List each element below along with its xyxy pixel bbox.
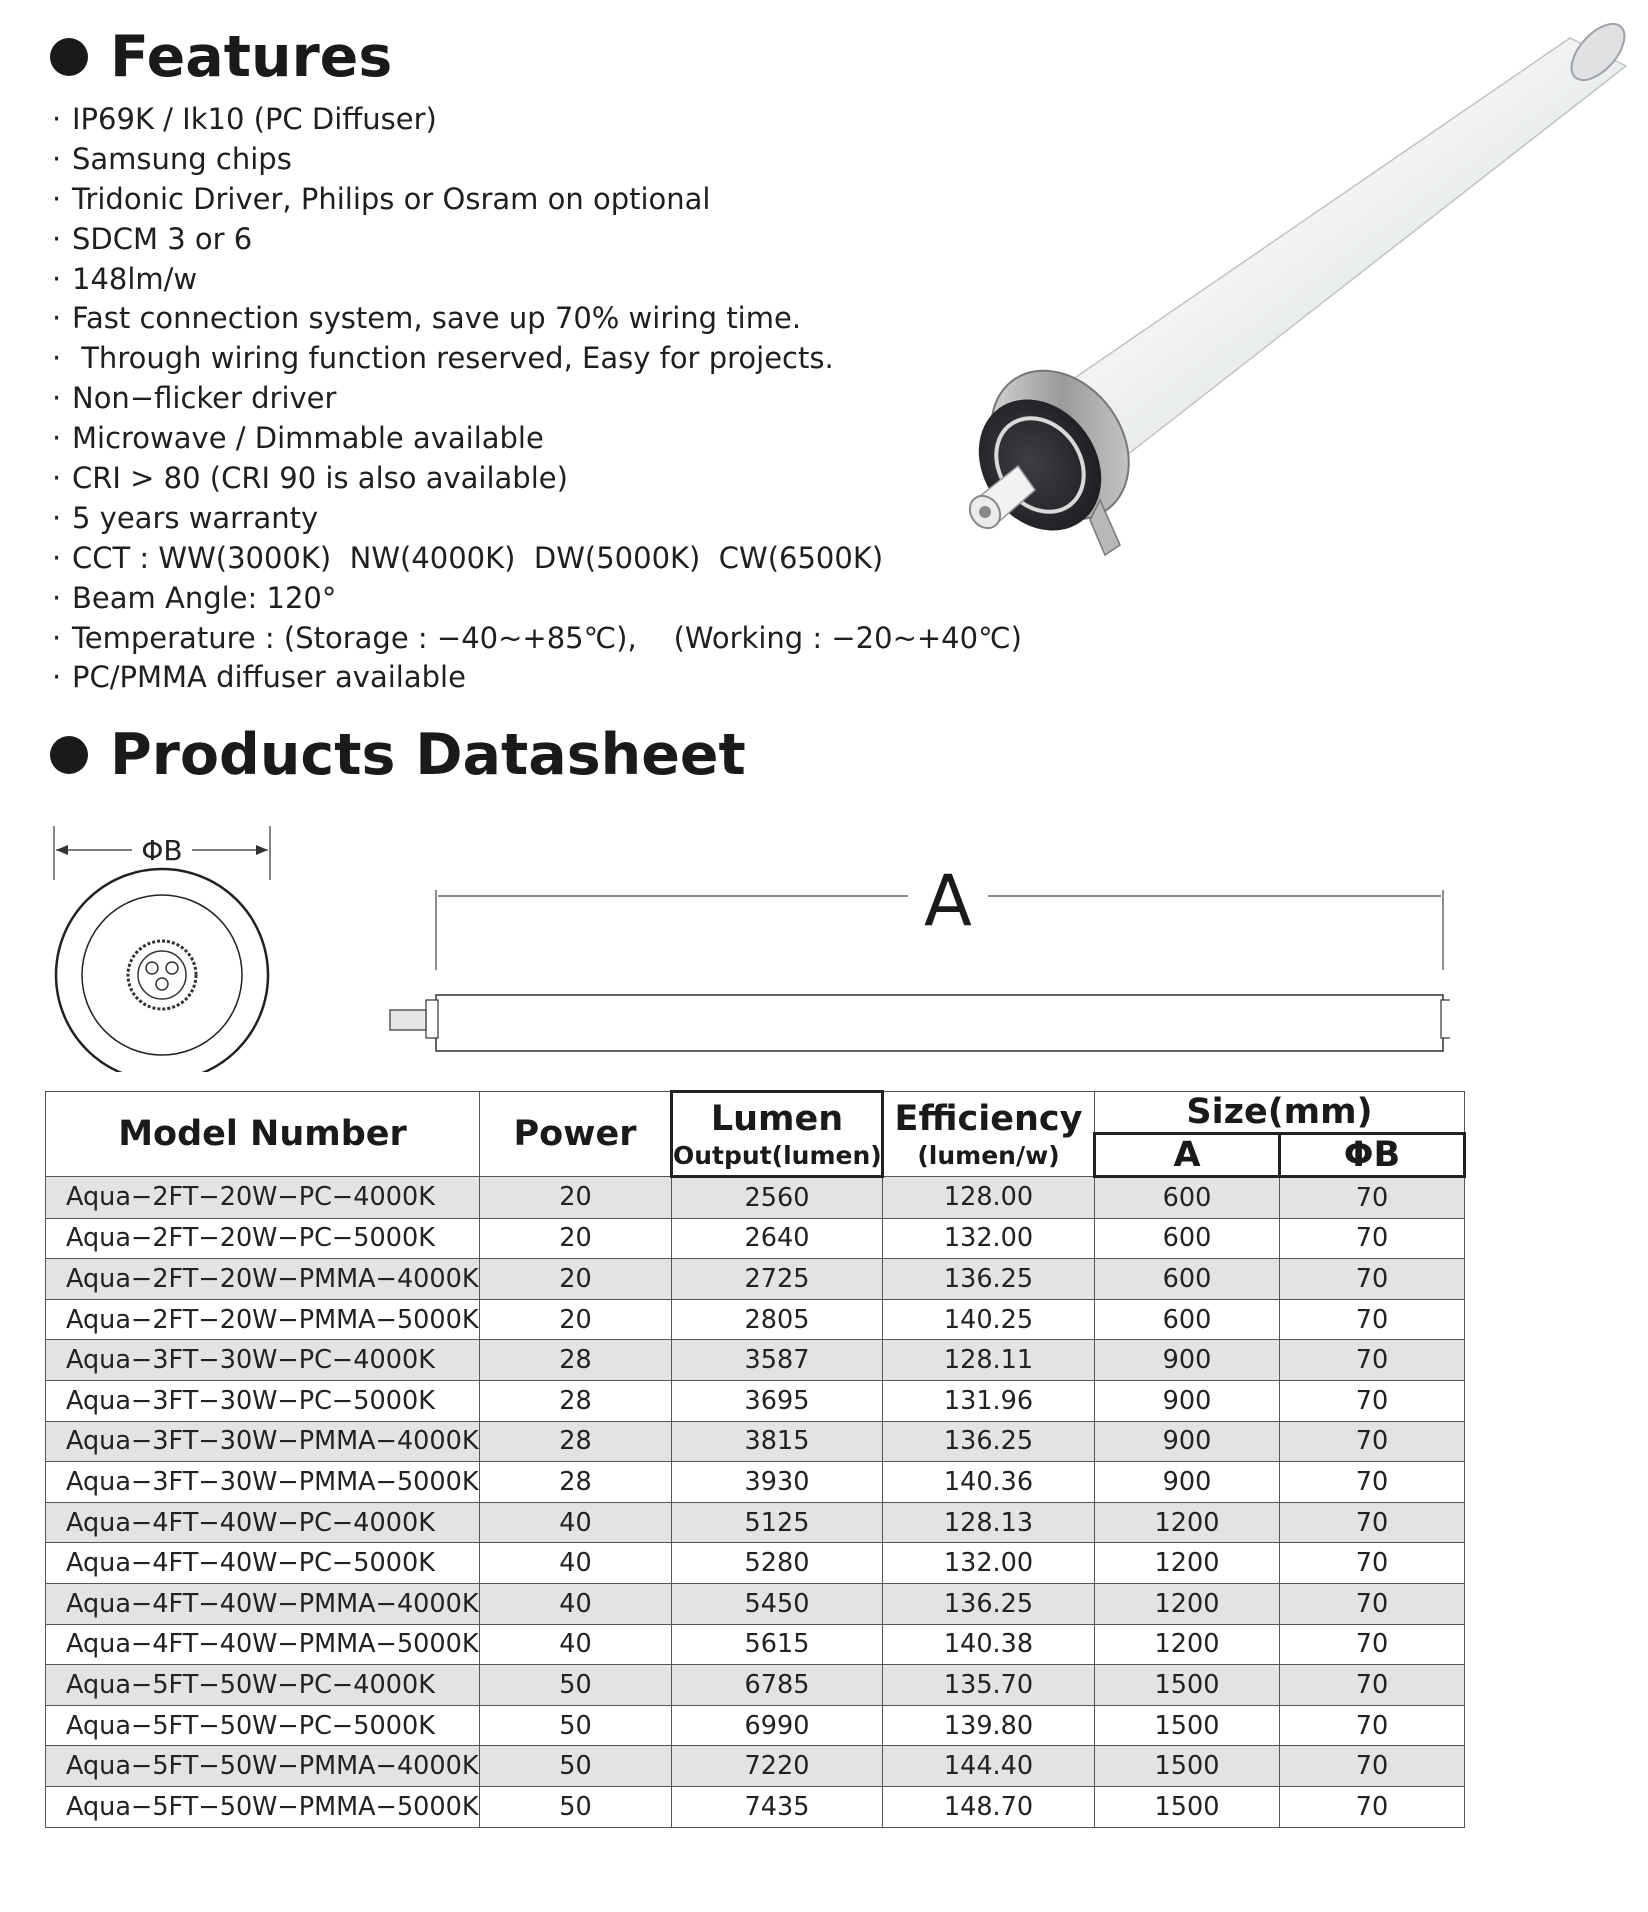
header-size-b: ΦB [1280, 1134, 1465, 1177]
table-row [46, 1746, 1465, 1787]
header-lumen-title: Lumen [710, 1098, 844, 1139]
cell-lumen: 2560 [672, 1177, 883, 1219]
feature-text: Temperature : (Storage : −40~+85℃), (Working : −20~+40℃) [72, 620, 1022, 655]
table-row [46, 1665, 1465, 1706]
bullet-dot-icon: · [52, 261, 62, 296]
feature-item [52, 619, 1022, 659]
length-label: A [924, 860, 972, 942]
cell-size-a: 1200 [1095, 1502, 1280, 1543]
cell-efficiency: 136.25 [883, 1583, 1095, 1624]
cell-size-b: 70 [1280, 1259, 1465, 1300]
filled-circle-icon [50, 736, 88, 774]
feature-text: 5 years warranty [72, 500, 319, 535]
cell-power: 20 [480, 1218, 672, 1259]
header-efficiency [883, 1092, 1095, 1177]
cell-size-b: 70 [1280, 1705, 1465, 1746]
cell-model: Aqua−3FT−30W−PC−4000K [46, 1340, 480, 1381]
cell-lumen: 7220 [672, 1746, 883, 1787]
cell-model: Aqua−3FT−30W−PMMA−5000K [46, 1462, 480, 1503]
cell-power: 40 [480, 1543, 672, 1584]
bullet-dot-icon: · [52, 580, 62, 615]
cell-lumen: 2805 [672, 1299, 883, 1340]
cell-size-b: 70 [1280, 1543, 1465, 1584]
header-efficiency-title: Efficiency [894, 1098, 1083, 1139]
cell-size-a: 600 [1095, 1259, 1280, 1300]
table-row [46, 1624, 1465, 1665]
cell-model: Aqua−2FT−20W−PMMA−4000K [46, 1259, 480, 1300]
features-heading [50, 24, 392, 90]
product-tube-illustration [930, 20, 1630, 580]
table-row [46, 1502, 1465, 1543]
feature-item [52, 459, 1022, 499]
feature-item [52, 220, 1022, 260]
bullet-dot-icon: · [52, 540, 62, 575]
cell-efficiency: 136.25 [883, 1259, 1095, 1300]
table-row [46, 1177, 1465, 1219]
table-row [46, 1583, 1465, 1624]
header-size: Size(mm) [1095, 1092, 1465, 1134]
feature-text: Microwave / Dimmable available [72, 421, 544, 456]
cell-size-b: 70 [1280, 1746, 1465, 1787]
cell-size-b: 70 [1280, 1502, 1465, 1543]
cell-efficiency: 128.13 [883, 1502, 1095, 1543]
feature-item [52, 379, 1022, 419]
feature-text: SDCM 3 or 6 [72, 221, 253, 256]
bullet-dot-icon: · [52, 421, 62, 456]
datasheet-body [46, 1177, 1465, 1828]
cell-model: Aqua−4FT−40W−PMMA−4000K [46, 1583, 480, 1624]
table-row [46, 1543, 1465, 1584]
table-row [46, 1705, 1465, 1746]
cell-size-a: 1200 [1095, 1583, 1280, 1624]
datasheet-table [45, 1090, 1466, 1828]
cell-model: Aqua−3FT−30W−PMMA−4000K [46, 1421, 480, 1462]
table-row [46, 1421, 1465, 1462]
feature-item [52, 339, 1022, 379]
feature-item [52, 140, 1022, 180]
feature-item [52, 658, 1022, 698]
bullet-dot-icon: · [52, 461, 62, 496]
cell-power: 28 [480, 1421, 672, 1462]
cell-size-a: 1200 [1095, 1543, 1280, 1584]
cell-efficiency: 131.96 [883, 1380, 1095, 1421]
feature-item [52, 499, 1022, 539]
cell-lumen: 3695 [672, 1380, 883, 1421]
features-list [52, 100, 1022, 698]
feature-text: Beam Angle: 120° [72, 580, 337, 615]
datasheet-heading [50, 722, 746, 788]
cell-power: 20 [480, 1177, 672, 1219]
cell-size-a: 1500 [1095, 1786, 1280, 1827]
bullet-dot-icon: · [52, 102, 62, 136]
table-row [46, 1462, 1465, 1503]
cell-model: Aqua−5FT−50W−PC−4000K [46, 1665, 480, 1706]
cell-efficiency: 139.80 [883, 1705, 1095, 1746]
cell-size-a: 1500 [1095, 1665, 1280, 1706]
cell-size-b: 70 [1280, 1340, 1465, 1381]
cell-model: Aqua−4FT−40W−PMMA−5000K [46, 1624, 480, 1665]
feature-item [52, 100, 1022, 140]
cell-size-b: 70 [1280, 1665, 1465, 1706]
feature-text: CRI > 80 (CRI 90 is also available) [72, 461, 568, 496]
cell-power: 20 [480, 1299, 672, 1340]
feature-text: PC/PMMA diffuser available [72, 660, 466, 695]
cell-size-b: 70 [1280, 1299, 1465, 1340]
cell-efficiency: 144.40 [883, 1746, 1095, 1787]
cell-lumen: 3815 [672, 1421, 883, 1462]
features-heading-text: Features [110, 24, 393, 90]
cell-model: Aqua−2FT−20W−PC−5000K [46, 1218, 480, 1259]
cell-efficiency: 140.38 [883, 1624, 1095, 1665]
cell-model: Aqua−3FT−30W−PC−5000K [46, 1380, 480, 1421]
cell-size-a: 900 [1095, 1340, 1280, 1381]
cell-size-b: 70 [1280, 1786, 1465, 1827]
bullet-dot-icon: · [52, 301, 62, 336]
feature-text: Tridonic Driver, Philips or Osram on optional [72, 181, 711, 216]
table-row [46, 1218, 1465, 1259]
cell-power: 50 [480, 1665, 672, 1706]
bullet-dot-icon: · [52, 341, 62, 376]
feature-text: 148lm/w [72, 261, 198, 296]
feature-item [52, 419, 1022, 459]
cell-size-b: 70 [1280, 1380, 1465, 1421]
cell-lumen: 2725 [672, 1259, 883, 1300]
feature-item [52, 180, 1022, 220]
cell-model: Aqua−4FT−40W−PC−4000K [46, 1502, 480, 1543]
feature-text: Through wiring function reserved, Easy for projects. [72, 341, 834, 376]
cell-model: Aqua−4FT−40W−PC−5000K [46, 1543, 480, 1584]
header-lumen [672, 1092, 883, 1177]
cell-efficiency: 128.00 [883, 1177, 1095, 1219]
cell-lumen: 5280 [672, 1543, 883, 1584]
header-lumen-sub: Output(lumen) [673, 1140, 882, 1170]
side-view-drawing [370, 820, 1450, 1070]
cell-size-a: 900 [1095, 1380, 1280, 1421]
bullet-dot-icon: · [52, 221, 62, 256]
cell-size-b: 70 [1280, 1624, 1465, 1665]
cell-lumen: 2640 [672, 1218, 883, 1259]
cell-efficiency: 128.11 [883, 1340, 1095, 1381]
end-view-drawing [52, 820, 272, 1072]
cell-lumen: 3587 [672, 1340, 883, 1381]
cell-power: 50 [480, 1786, 672, 1827]
cell-model: Aqua−2FT−20W−PC−4000K [46, 1177, 480, 1219]
cell-lumen: 5125 [672, 1502, 883, 1543]
cell-size-b: 70 [1280, 1583, 1465, 1624]
cell-size-b: 70 [1280, 1218, 1465, 1259]
header-size-a: A [1095, 1134, 1280, 1177]
bullet-dot-icon: · [52, 620, 62, 655]
cell-power: 40 [480, 1502, 672, 1543]
bullet-dot-icon: · [52, 381, 62, 416]
cell-size-a: 900 [1095, 1462, 1280, 1503]
cell-size-a: 1500 [1095, 1746, 1280, 1787]
bullet-dot-icon: · [52, 660, 62, 695]
cell-efficiency: 140.25 [883, 1299, 1095, 1340]
cell-efficiency: 135.70 [883, 1665, 1095, 1706]
cell-lumen: 5615 [672, 1624, 883, 1665]
feature-text: CCT : WW(3000K) NW(4000K) DW(5000K) CW(6500K) [72, 540, 884, 575]
cell-model: Aqua−5FT−50W−PMMA−4000K [46, 1746, 480, 1787]
table-row [46, 1259, 1465, 1300]
cell-size-b: 70 [1280, 1421, 1465, 1462]
feature-text: Non−flicker driver [72, 381, 337, 416]
cell-size-a: 600 [1095, 1299, 1280, 1340]
feature-item [52, 579, 1022, 619]
feature-text: Samsung chips [72, 141, 292, 176]
cell-lumen: 6990 [672, 1705, 883, 1746]
cell-lumen: 5450 [672, 1583, 883, 1624]
cell-power: 20 [480, 1259, 672, 1300]
cell-model: Aqua−5FT−50W−PMMA−5000K [46, 1786, 480, 1827]
cell-efficiency: 136.25 [883, 1421, 1095, 1462]
datasheet-heading-text: Products Datasheet [110, 722, 746, 788]
end-view-label: ΦB [141, 834, 183, 867]
header-efficiency-sub: (lumen/w) [917, 1140, 1060, 1170]
table-row [46, 1299, 1465, 1340]
cell-power: 28 [480, 1340, 672, 1381]
header-power: Power [480, 1092, 672, 1177]
cell-lumen: 6785 [672, 1665, 883, 1706]
cell-power: 40 [480, 1624, 672, 1665]
header-model: Model Number [46, 1092, 480, 1177]
cell-lumen: 3930 [672, 1462, 883, 1503]
cell-size-a: 1500 [1095, 1705, 1280, 1746]
table-row [46, 1340, 1465, 1381]
feature-item [52, 299, 1022, 339]
cell-size-a: 1200 [1095, 1624, 1280, 1665]
cell-size-a: 600 [1095, 1177, 1280, 1219]
feature-text: IP69K / Ik10 (PC Diffuser) [72, 102, 437, 136]
cell-power: 50 [480, 1746, 672, 1787]
cell-model: Aqua−2FT−20W−PMMA−5000K [46, 1299, 480, 1340]
cell-size-b: 70 [1280, 1462, 1465, 1503]
cell-power: 28 [480, 1380, 672, 1421]
cell-model: Aqua−5FT−50W−PC−5000K [46, 1705, 480, 1746]
bullet-dot-icon: · [52, 500, 62, 535]
cell-power: 50 [480, 1705, 672, 1746]
cell-power: 28 [480, 1462, 672, 1503]
cell-efficiency: 148.70 [883, 1786, 1095, 1827]
table-row [46, 1786, 1465, 1827]
bullet-dot-icon: · [52, 181, 62, 216]
cell-size-a: 900 [1095, 1421, 1280, 1462]
bullet-dot-icon: · [52, 141, 62, 176]
cell-size-a: 600 [1095, 1218, 1280, 1259]
cell-efficiency: 132.00 [883, 1543, 1095, 1584]
table-row [46, 1380, 1465, 1421]
feature-text: Fast connection system, save up 70% wiring time. [72, 301, 802, 336]
cell-efficiency: 140.36 [883, 1462, 1095, 1503]
cell-lumen: 7435 [672, 1786, 883, 1827]
cell-efficiency: 132.00 [883, 1218, 1095, 1259]
cell-power: 40 [480, 1583, 672, 1624]
filled-circle-icon [50, 38, 88, 76]
cell-size-b: 70 [1280, 1177, 1465, 1219]
feature-item [52, 539, 1022, 579]
feature-item [52, 260, 1022, 300]
